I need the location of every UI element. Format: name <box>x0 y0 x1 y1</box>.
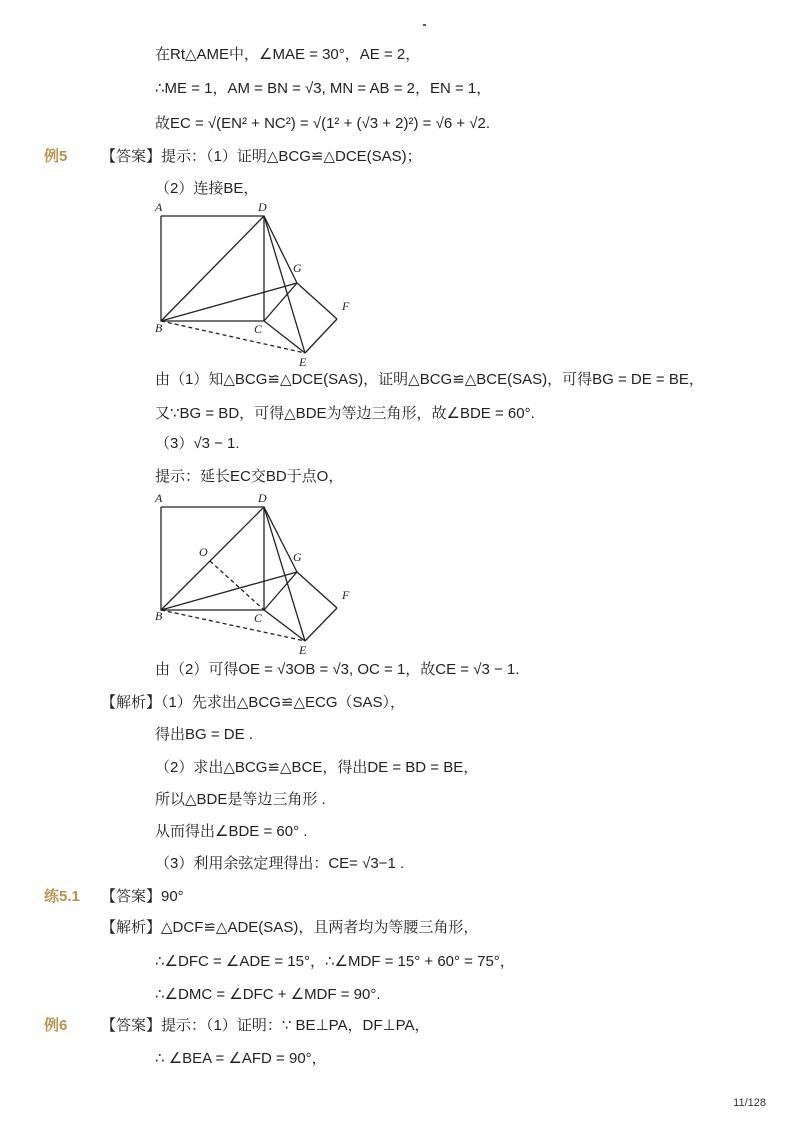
practice-5-1-label: 练5.1 <box>44 888 80 905</box>
fig1-label-b: B <box>155 321 163 335</box>
solution-line-2: ∴ME = 1，AM = BN = √3, MN = AB = 2，EN = 1， <box>155 80 492 97</box>
fig2-line-be-dashed <box>161 610 305 641</box>
practice-5-1-analysis: 【解析】△DCF≌△ADE(SAS)，且两者均为等腰三角形， <box>101 919 479 936</box>
example-5-part2-body: 由（1）知△BCG≌△DCE(SAS)，证明△BCG≌△BCE(SAS)，可得BG = DE = BE， <box>155 371 704 388</box>
fig2-label-a: A <box>155 491 163 505</box>
example-6-label: 例6 <box>44 1017 68 1034</box>
fig1-line-gf <box>297 283 337 319</box>
example-5-part2: （2）连接BE， <box>155 180 259 197</box>
analysis-line-3: 所以△BDE是等边三角形 . <box>155 791 326 808</box>
fig1-line-fe <box>305 319 337 353</box>
fig1-line-be-dashed <box>161 321 305 353</box>
fig1-label-f: F <box>342 299 350 313</box>
fig1-label-g: G <box>293 261 302 275</box>
fig1-line-cg <box>264 283 297 321</box>
figure-2-square-construction <box>150 486 370 658</box>
analysis-line-1: 得出BG = DE . <box>155 726 253 743</box>
analysis-line-2: （2）求出△BCG≌△BCE，得出DE = BD = BE， <box>155 759 479 776</box>
figure-1-square-construction <box>150 196 370 371</box>
analysis-label: 【解析】（1）先求出△BCG≌△ECG（SAS）， <box>101 694 406 711</box>
fig2-line-fe <box>305 608 337 641</box>
fig1-line-bg <box>161 283 297 321</box>
fig2-line-bg <box>161 572 297 610</box>
fig2-label-f: F <box>342 588 350 602</box>
example-6-line-1: ∴ ∠BEA = ∠AFD = 90°， <box>155 1050 327 1067</box>
analysis-line-4: 从而得出∠BDE = 60° . <box>155 823 308 840</box>
example-5-label: 例5 <box>44 148 68 165</box>
fig2-label-e: E <box>299 643 307 657</box>
example-5-part3-end: 由（2）可得OE = √3OB = √3, OC = 1，故CE = √3 − 1. <box>155 661 520 678</box>
fig1-label-d: D <box>258 200 267 214</box>
fig2-label-c: C <box>254 611 263 625</box>
fig1-label-e: E <box>299 355 307 369</box>
fig2-label-b: B <box>155 609 163 623</box>
fig2-line-gf <box>297 572 337 608</box>
fig2-line-oc-dashed <box>210 561 264 610</box>
fig1-diagonal-bd <box>161 216 264 321</box>
fig2-label-d: D <box>258 491 267 505</box>
fig2-diagonal-bd <box>161 507 264 610</box>
example-6-answer: 【答案】提示：（1）证明：∵ BE⊥PA，DF⊥PA， <box>101 1017 430 1034</box>
fig2-label-o: O <box>199 545 208 559</box>
fig2-line-cg <box>264 572 297 610</box>
top-mark <box>423 24 426 26</box>
solution-line-1: 在Rt△AME中，∠MAE = 30°，AE = 2， <box>155 46 421 63</box>
analysis-line-5: （3）利用余弦定理得出：CE= √3−1 . <box>155 855 405 872</box>
fig1-label-c: C <box>254 322 263 336</box>
page-number: 11/128 <box>733 1097 766 1109</box>
fig1-label-a: A <box>155 200 163 214</box>
fig2-label-g: G <box>293 550 302 564</box>
practice-5-1-line-1: ∴∠DFC = ∠ADE = 15°，∴∠MDF = 15° + 60° = 75°， <box>155 953 515 970</box>
solution-line-3: 故EC = √(EN² + NC²) = √(1² + (√3 + 2)²) = √6 + √2. <box>155 115 490 132</box>
practice-5-1-line-2: ∴∠DMC = ∠DFC + ∠MDF = 90°. <box>155 986 381 1003</box>
practice-5-1-answer: 【答案】90° <box>101 888 184 905</box>
example-5-part2-end: 又∵BG = BD，可得△BDE为等边三角形，故∠BDE = 60°. <box>155 405 535 422</box>
example-5-hint: 提示：延长EC交BD于点O， <box>155 468 344 485</box>
example-5-part3: （3）√3 − 1. <box>155 435 240 452</box>
example-5-answer: 【答案】提示：（1）证明△BCG≌△DCE(SAS)； <box>101 148 422 165</box>
